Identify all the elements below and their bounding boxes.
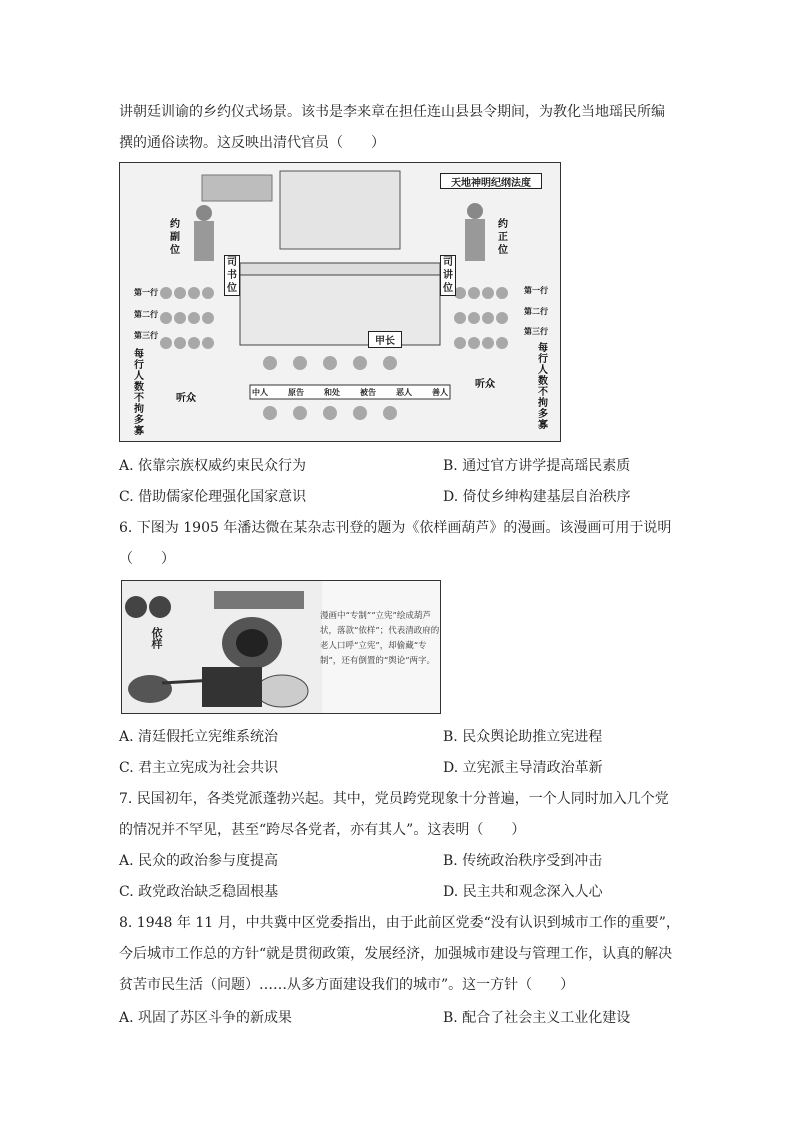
q8-stem-line1: 8. 1948 年 11 月，中共冀中区党委指出，由于此前区党委“没有认识到城市工作的重要”， <box>119 915 680 931</box>
q5-bottom-label: 恶人 <box>396 388 412 397</box>
q6-option-b[interactable]: B. 民众舆论助推立宪进程 <box>443 729 603 745</box>
q6-option-d[interactable]: D. 立宪派主导清政治革新 <box>443 760 603 776</box>
q5-row-label-left-3: 第三行 <box>134 331 158 340</box>
q6-caption: 漫画中“专制”“立宪”绘成葫芦 状，落款“依样”；代表清政府的 老人口呼“立宪”，却偷藏“专 制”，还有倒置的“舆论”两字。 <box>320 611 440 666</box>
q5-left-official-label: 约 副 位 <box>170 219 180 256</box>
q5-bottom-label: 原告 <box>288 388 304 397</box>
q6-option-c[interactable]: C. 君主立宪成为社会共识 <box>119 760 279 776</box>
q5-right-desk-label: 司 讲 位 <box>440 255 456 296</box>
q5-row-label-left-2: 第二行 <box>134 310 158 319</box>
q5-option-c[interactable]: C. 借助儒家伦理强化国家意识 <box>119 489 307 505</box>
q5-right-official-label: 约 正 位 <box>498 219 508 256</box>
q7-stem-line1: 7. 民国初年，各类党派蓬勃兴起。其中，党员跨党现象十分普遍，一个人同时加入几个党 <box>119 791 669 807</box>
q5-row-label-right-1: 第一行 <box>524 286 548 295</box>
q5-option-b[interactable]: B. 通过官方讲学提高瑶民素质 <box>443 458 631 474</box>
q7-option-a[interactable]: A. 民众的政治参与度提高 <box>119 853 279 869</box>
q5-option-a[interactable]: A. 依靠宗族权威约束民众行为 <box>119 458 307 474</box>
q5-bottom-label: 善人 <box>432 388 448 397</box>
q6-stem-line1: 6. 下图为 1905 年潘达微在某杂志刊登的题为《依样画葫芦》的漫画。该漫画可用于说明 <box>119 520 672 536</box>
q7-option-d[interactable]: D. 民主共和观念深入人心 <box>443 884 603 900</box>
q6-stem-line2: （ ） <box>119 551 175 567</box>
q5-bottom-label: 中人 <box>252 388 268 397</box>
q5-bottom-label: 被告 <box>360 388 376 397</box>
q7-option-c[interactable]: C. 政党政治缺乏稳固根基 <box>119 884 279 900</box>
q5-audience-right: 听众 <box>475 379 495 390</box>
q5-side-text-left: 每 行 人 数 不 拘 多 寡 <box>134 349 144 437</box>
q5-center-label: 甲长 <box>368 331 402 348</box>
q7-stem-line2: 的情况并不罕见，甚至“跨尽各党者，亦有其人”。这表明（ ） <box>119 822 526 838</box>
q8-stem-line3: 贫苦市民生活（问题）……从多方面建设我们的城市”。这一方针（ ） <box>119 977 575 993</box>
q8-stem-line2: 今后城市工作总的方针“就是贯彻政策，发展经济，加强城市建设与管理工作，认真的解决 <box>119 946 673 962</box>
q5-audience-left: 听众 <box>176 393 196 404</box>
q5-row-label-left-1: 第一行 <box>134 288 158 297</box>
q5-bottom-labels <box>252 387 448 398</box>
q5-stem-line2: 撰的通俗读物。这反映出清代官员（ ） <box>119 135 385 151</box>
q5-row-label-right-3: 第三行 <box>524 327 548 336</box>
q6-title-chars: 依样 <box>150 627 163 649</box>
q5-side-text-right: 每 行 人 数 不 拘 多 寡 <box>538 343 548 431</box>
q5-bottom-label: 和处 <box>324 388 340 397</box>
q6-figure <box>121 580 441 714</box>
q5-option-d[interactable]: D. 倚仗乡绅构建基层自治秩序 <box>443 489 631 505</box>
q6-option-a[interactable]: A. 清廷假托立宪维系统治 <box>119 729 279 745</box>
q5-law-box: 天地神明纪纲法度 <box>440 173 542 189</box>
q5-stem-line1: 讲朝廷训谕的乡约仪式场景。该书是李来章在担任连山县县令期间，为教化当地瑶民所编 <box>119 104 665 120</box>
q8-option-b[interactable]: B. 配合了社会主义工业化建设 <box>443 1010 631 1026</box>
q5-row-label-right-2: 第二行 <box>524 307 548 316</box>
q8-option-a[interactable]: A. 巩固了苏区斗争的新成果 <box>119 1010 293 1026</box>
q5-figure <box>119 162 561 442</box>
q7-option-b[interactable]: B. 传统政治秩序受到冲击 <box>443 853 603 869</box>
q5-left-desk-label: 司 书 位 <box>224 255 240 296</box>
